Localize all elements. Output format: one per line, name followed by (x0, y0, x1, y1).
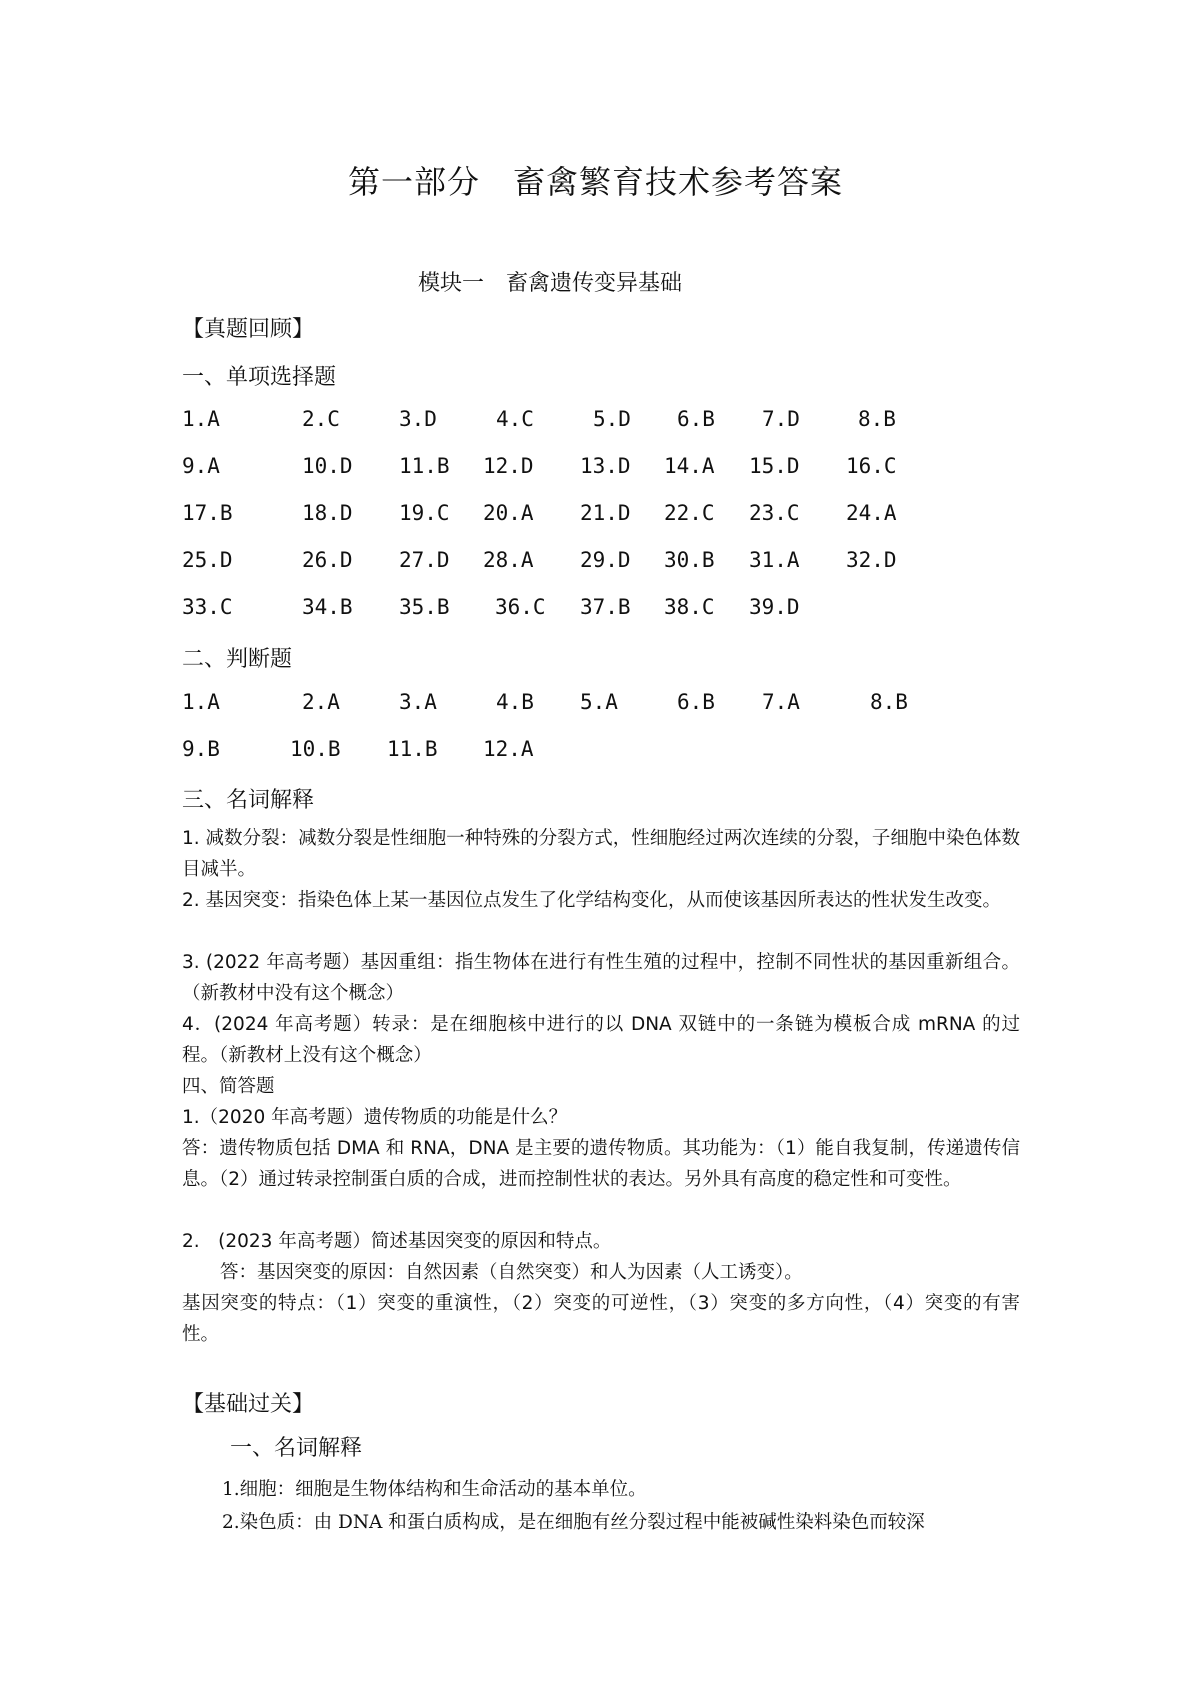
definition-item: 3. (2022 年高考题）基因重组：指生物体在进行有性生殖的过程中，控制不同性状的基因重新组合。（新教材中没有这个概念） (182, 952, 1020, 1004)
answer-item: 35.B (399, 595, 450, 619)
answer-item: 31.A (749, 548, 800, 572)
definition-item: 4．(2024 年高考题）转录：是在细胞核中进行的以 DNA 双链中的一条链为模板合成 mRNA 的过程。（新教材上没有这个概念） (182, 1014, 1020, 1066)
answer-item: 5.D (593, 407, 631, 431)
answer-item: 7.D (762, 407, 800, 431)
answer-item: 7.A (762, 690, 800, 714)
answer-item: 8.B (870, 690, 908, 714)
answer-item: 25.D (182, 548, 233, 572)
answer-item: 19.C (399, 501, 450, 525)
basics-item: 1.细胞：细胞是生物体结构和生命活动的基本单位。 (222, 1479, 647, 1500)
answer-item: 26.D (302, 548, 353, 572)
answer-item: 36.C (495, 595, 546, 619)
basics-sub-heading: 一、名词解释 (230, 1436, 363, 1461)
answer-item: 21.D (580, 501, 631, 525)
answer-item: 6.B (677, 407, 715, 431)
question-1: 1.（2020 年高考题）遗传物质的功能是什么？ (182, 1107, 568, 1128)
answer-item: 24.A (846, 501, 897, 525)
question-2: 2. (2023 年高考题）简述基因突变的原因和特点。 (182, 1231, 612, 1252)
answer-item: 12.A (483, 737, 534, 761)
section4-heading: 四、简答题 (182, 1076, 275, 1097)
answer-item: 2.A (302, 690, 340, 714)
definition-item: 1. 减数分裂：减数分裂是性细胞一种特殊的分裂方式，性细胞经过两次连续的分裂，子细胞中染色体数目减半。 (182, 828, 1020, 880)
answer-2-line-1: 答：基因突变的原因：自然因素（自然突变）和人为因素（人工诱变）。 (220, 1262, 803, 1283)
answer-item: 5.A (580, 690, 618, 714)
section2-heading: 二、判断题 (182, 647, 293, 672)
section3-heading: 三、名词解释 (182, 788, 315, 813)
answer-item: 27.D (399, 548, 450, 572)
review-heading: 【真题回顾】 (182, 317, 315, 342)
basics-item: 2.染色质：由 DNA 和蛋白质构成，是在细胞有丝分裂过程中能被碱性染料染色而较深 (222, 1512, 925, 1533)
answer-item: 4.B (496, 690, 534, 714)
answer-1: 答：遗传物质包括 DMA 和 RNA，DNA 是主要的遗传物质。其功能为：（1）能自我复制，传递遗传信息。（2）通过转录控制蛋白质的合成，进而控制性状的表达。另外具有高度的稳定性和可变性。 (182, 1138, 1020, 1190)
answer-item: 33.C (182, 595, 233, 619)
answer-item: 28.A (483, 548, 534, 572)
answer-item: 3.D (399, 407, 437, 431)
answer-item: 4.C (496, 407, 534, 431)
answer-item: 23.C (749, 501, 800, 525)
answer-item: 9.B (182, 737, 220, 761)
answer-item: 34.B (302, 595, 353, 619)
answer-item: 39.D (749, 595, 800, 619)
definition-item: 2. 基因突变：指染色体上某一基因位点发生了化学结构变化，从而使该基因所表达的性状发生改变。 (182, 890, 1002, 911)
answer-item: 30.B (664, 548, 715, 572)
answer-item: 12.D (483, 454, 534, 478)
answer-item: 16.C (846, 454, 897, 478)
answer-item: 10.D (302, 454, 353, 478)
answer-item: 9.A (182, 454, 220, 478)
answer-item: 2.C (302, 407, 340, 431)
answer-item: 37.B (580, 595, 631, 619)
module-title: 模块一 畜禽遗传变异基础 (417, 271, 682, 296)
answer-item: 38.C (664, 595, 715, 619)
answer-item: 8.B (858, 407, 896, 431)
answer-item: 32.D (846, 548, 897, 572)
answer-item: 20.A (483, 501, 534, 525)
section1-heading: 一、单项选择题 (182, 365, 337, 390)
answer-item: 1.A (182, 407, 220, 431)
answer-item: 15.D (749, 454, 800, 478)
answer-item: 14.A (664, 454, 715, 478)
answer-item: 29.D (580, 548, 631, 572)
basics-heading: 【基础过关】 (182, 1392, 315, 1417)
answer-item: 13.D (580, 454, 631, 478)
answer-item: 22.C (664, 501, 715, 525)
answer-item: 6.B (677, 690, 715, 714)
answer-item: 11.B (399, 454, 450, 478)
answer-item: 1.A (182, 690, 220, 714)
answer-item: 3.A (399, 690, 437, 714)
answer-item: 17.B (182, 501, 233, 525)
document-title: 第一部分 畜禽繁育技术参考答案 (347, 163, 843, 201)
answer-2-line-2: 基因突变的特点：（1）突变的重演性，（2）突变的可逆性，（3）突变的多方向性，（4）突变的有害性。 (182, 1293, 1020, 1345)
answer-item: 18.D (302, 501, 353, 525)
answer-item: 10.B (290, 737, 341, 761)
answer-item: 11.B (387, 737, 438, 761)
